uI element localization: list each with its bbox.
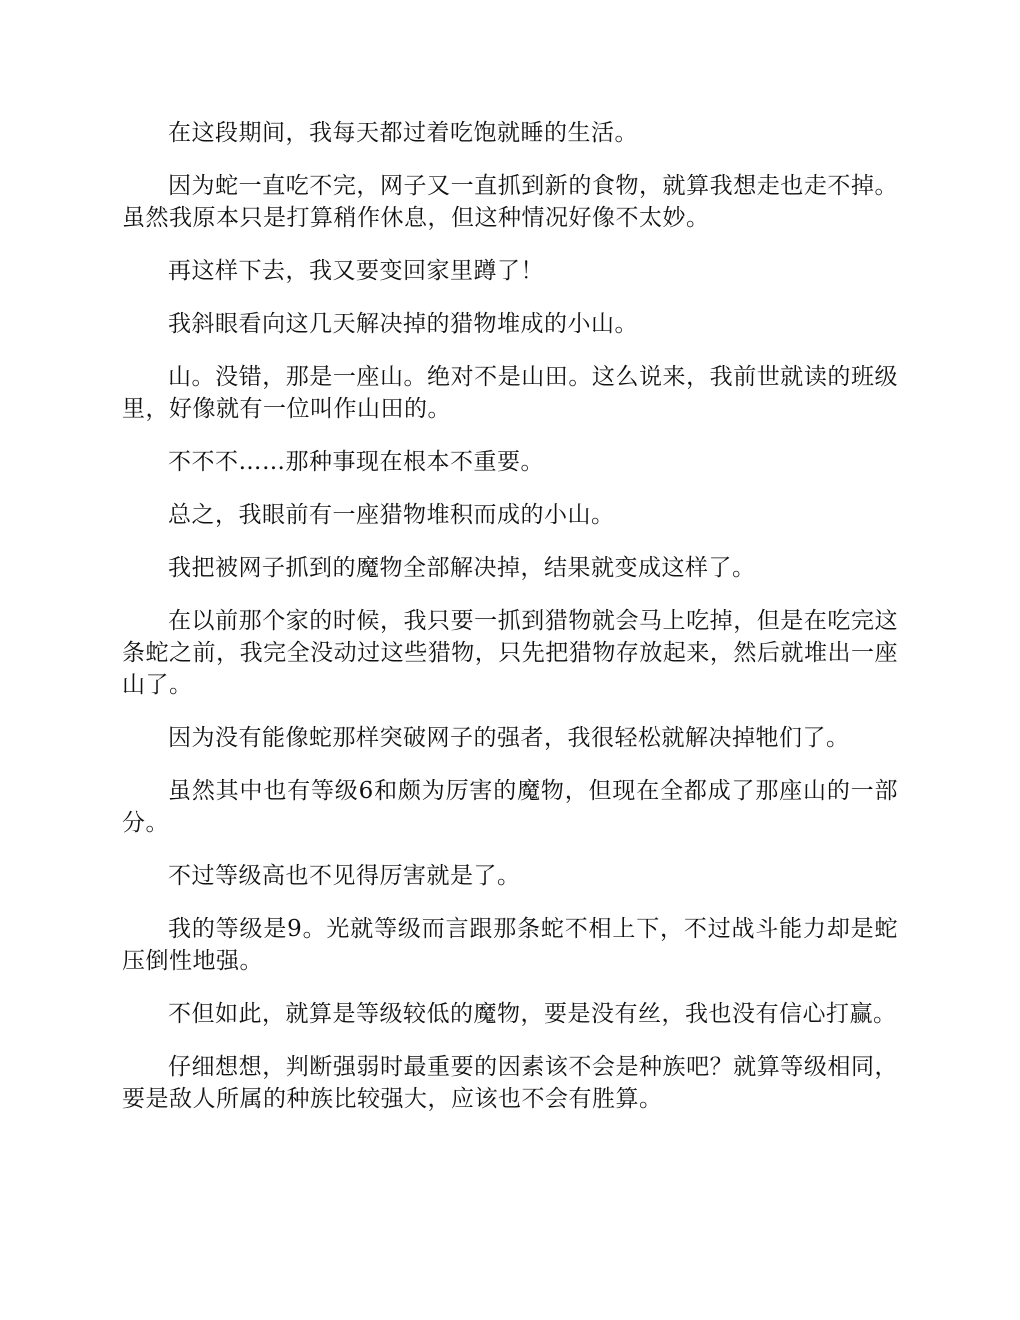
- paragraph: 总之，我眼前有一座猎物堆积而成的小山。: [168, 502, 615, 528]
- paragraph: 我把被网子抓到的魔物全部解决掉，结果就变成这样了。: [168, 555, 756, 581]
- paragraph: 再这样下去，我又要变回家里蹲了！: [168, 258, 544, 284]
- paragraph: 山。没错，那是一座山。绝对不是山田。这么说来，我前世就读的班级里，好像就有一位叫作山田的。: [122, 364, 898, 422]
- paragraph: 因为没有能像蛇那样突破网子的强者，我很轻松就解决掉牠们了。: [168, 725, 850, 751]
- document-body: [122, 117, 898, 1136]
- paragraph: 不过等级高也不见得厉害就是了。: [168, 863, 521, 889]
- paragraph: 在这段期间，我每天都过着吃饱就睡的生活。: [168, 120, 638, 146]
- paragraph: 不不不……那种事现在根本不重要。: [168, 449, 544, 475]
- paragraph: 因为蛇一直吃不完，网子又一直抓到新的食物，就算我想走也走不掉。虽然我原本只是打算稍作休息，但这种情况好像不太妙。: [122, 173, 898, 231]
- paragraph: 虽然其中也有等级6和颇为厉害的魔物，但现在全都成了那座山的一部分。: [122, 778, 898, 836]
- paragraph: 在以前那个家的时候，我只要一抓到猎物就会马上吃掉，但是在吃完这条蛇之前，我完全没动过这些猎物，只先把猎物存放起来，然后就堆出一座山了。: [122, 608, 898, 698]
- paragraph: 我斜眼看向这几天解决掉的猎物堆成的小山。: [168, 311, 638, 337]
- paragraph: 仔细想想，判断强弱时最重要的因素该不会是种族吧？就算等级相同，要是敌人所属的种族比较强大，应该也不会有胜算。: [122, 1054, 898, 1112]
- paragraph: 我的等级是9。光就等级而言跟那条蛇不相上下，不过战斗能力却是蛇压倒性地强。: [122, 916, 898, 974]
- paragraph: 不但如此，就算是等级较低的魔物，要是没有丝，我也没有信心打赢。: [168, 1001, 897, 1027]
